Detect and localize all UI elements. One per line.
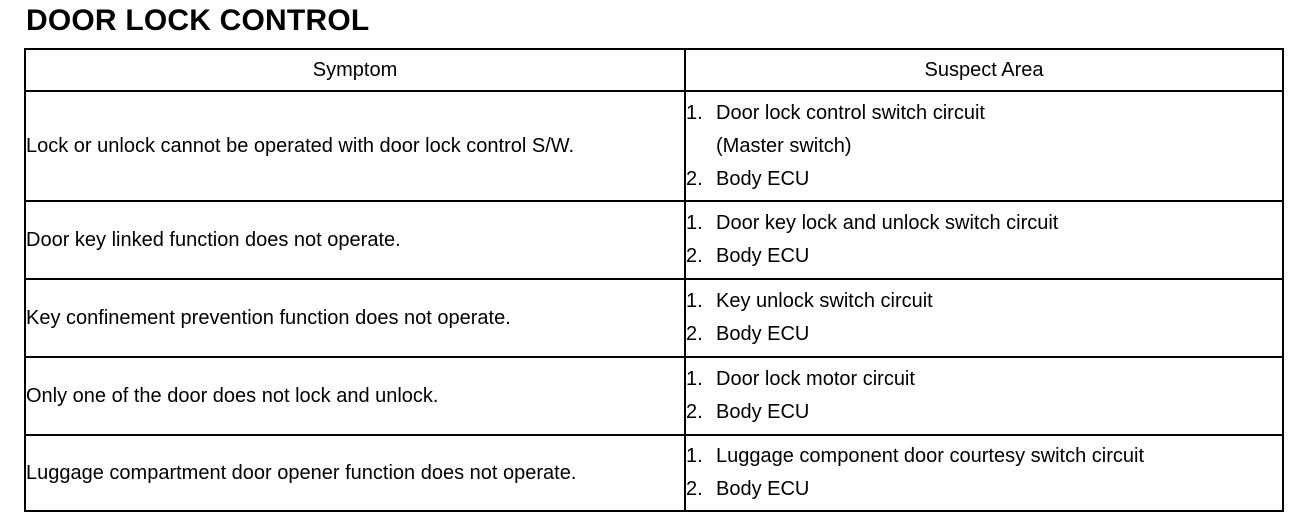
symptom-column-header: Symptom bbox=[25, 49, 685, 91]
suspect-area-cell bbox=[685, 357, 1283, 435]
suspect-area-cell bbox=[685, 201, 1283, 279]
item-text: Door lock motor circuit bbox=[716, 368, 915, 390]
item-number: 1. bbox=[686, 445, 703, 467]
suspect-area-item bbox=[686, 473, 1282, 506]
item-text: Door key lock and unlock switch circuit bbox=[716, 212, 1059, 234]
symptom-cell: Key confinement prevention function does not operate. bbox=[25, 279, 685, 357]
table-header-row bbox=[25, 49, 1283, 91]
item-number: 2. bbox=[686, 167, 703, 190]
item-text: Body ECU bbox=[716, 401, 810, 423]
suspect-area-item bbox=[686, 207, 1282, 240]
symptom-table bbox=[24, 48, 1284, 512]
symptom-cell: Lock or unlock cannot be operated with door lock control S/W. bbox=[25, 91, 685, 201]
page-title: DOOR LOCK CONTROL bbox=[26, 4, 370, 37]
suspect-area-item bbox=[686, 440, 1282, 473]
suspect-area-item bbox=[686, 318, 1282, 351]
suspect-area-cell bbox=[685, 91, 1283, 201]
table-row bbox=[25, 91, 1283, 201]
item-continuation: (Master switch) bbox=[716, 134, 852, 157]
item-text: Body ECU bbox=[716, 167, 810, 190]
item-text: Body ECU bbox=[716, 323, 810, 345]
item-text: Door lock control switch circuit bbox=[716, 101, 985, 124]
table-row bbox=[25, 357, 1283, 435]
item-number: 1. bbox=[686, 212, 703, 234]
item-number: 2. bbox=[686, 323, 703, 345]
item-text: Body ECU bbox=[716, 478, 810, 500]
suspect-area-cell bbox=[685, 435, 1283, 511]
table-row bbox=[25, 279, 1283, 357]
suspect-area-cell bbox=[685, 279, 1283, 357]
item-text: Body ECU bbox=[716, 245, 810, 267]
symptom-cell: Only one of the door does not lock and unlock. bbox=[25, 357, 685, 435]
item-number: 2. bbox=[686, 245, 703, 267]
symptom-cell: Door key linked function does not operate. bbox=[25, 201, 685, 279]
table-row bbox=[25, 435, 1283, 511]
item-number: 1. bbox=[686, 368, 703, 390]
item-number: 2. bbox=[686, 478, 703, 500]
suspect-area-item bbox=[686, 285, 1282, 318]
suspect-area-item bbox=[686, 240, 1282, 273]
table-row bbox=[25, 201, 1283, 279]
suspect-area-item bbox=[686, 396, 1282, 429]
symptom-cell: Luggage compartment door opener function does not operate. bbox=[25, 435, 685, 511]
item-number: 1. bbox=[686, 290, 703, 312]
item-text: Luggage component door courtesy switch circuit bbox=[716, 445, 1145, 467]
suspect-area-item bbox=[686, 97, 1282, 130]
item-text: Key unlock switch circuit bbox=[716, 290, 933, 312]
suspect-area-column-header: Suspect Area bbox=[685, 49, 1283, 91]
item-number: 2. bbox=[686, 401, 703, 423]
suspect-area-item bbox=[686, 363, 1282, 396]
suspect-area-item bbox=[686, 163, 1282, 196]
item-number: 1. bbox=[686, 101, 703, 124]
